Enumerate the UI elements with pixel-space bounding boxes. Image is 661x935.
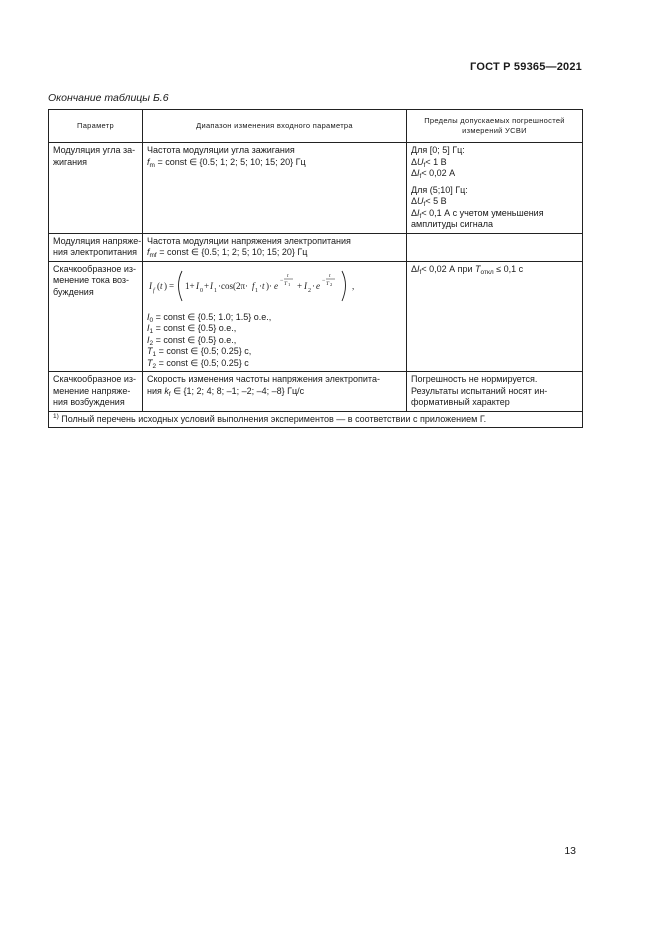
range-title: Частота модуляции напряжения электропитания: [147, 235, 351, 246]
param-line: Модуляция угла за-: [53, 145, 136, 155]
limits-voltage: $\Delta U_f< 5$ В: [411, 196, 447, 208]
value-line: $I_0$ = const ∈ {0.5; 1.0; 1.5} о.е.,: [147, 311, 272, 324]
svg-text:,: ,: [352, 281, 355, 291]
limits-note: Результаты испытаний носят ин-: [411, 385, 548, 396]
excitation-current-formula: [147, 264, 402, 307]
footnote-row: [49, 411, 583, 428]
svg-text:−: −: [322, 278, 326, 284]
range-cell: [143, 233, 407, 261]
value-line: $I_2$ = const ∈ {0.5} о.е.,: [147, 334, 237, 347]
svg-text:f: f: [153, 288, 155, 294]
param-line: буждения: [53, 286, 94, 297]
limits-current: $\Delta I_f< 0,1$ А с учетом уменьшения: [411, 207, 544, 220]
param-cell: [49, 233, 143, 261]
header-limits: Пределы допускаемых погрешностей измерений УСВИ: [407, 110, 583, 143]
limits-cell: [407, 233, 583, 261]
svg-text:·: ·: [312, 281, 315, 291]
svg-text:I: I: [149, 281, 152, 291]
svg-text:0: 0: [200, 288, 203, 294]
range-cell: [143, 372, 407, 412]
limits-range-title: Для (5;10] Гц:: [411, 184, 468, 195]
table-row: [49, 372, 583, 412]
limits-cell: [407, 372, 583, 412]
range-value: $f_m$ = const ∈ {0.5; 1; 2; 5; 10; 15; 20} Гц: [147, 156, 306, 169]
svg-text:t: t: [160, 281, 163, 291]
svg-text:1: 1: [255, 288, 258, 294]
param-line: Скачкообразное из-: [53, 374, 137, 384]
param-cell: [49, 143, 143, 234]
parameters-table: [48, 109, 583, 428]
table-caption: Окончание таблицы Б.6: [48, 92, 169, 104]
svg-text:T: T: [284, 281, 288, 287]
svg-text:1: 1: [288, 282, 291, 287]
limits-note: амплитуды сигнала: [411, 219, 494, 229]
svg-text:t: t: [287, 273, 289, 279]
limits-voltage: $\Delta U_f< 1$ В: [411, 156, 447, 169]
param-line: ния возбуждения: [53, 397, 125, 407]
svg-text:f: f: [252, 281, 255, 291]
svg-text:t: t: [329, 273, 331, 279]
page-number: 13: [564, 845, 576, 857]
limits-note: формативный характер: [411, 397, 510, 407]
limits-note: Погрешность не нормируется.: [411, 374, 538, 384]
param-cell: [49, 372, 143, 412]
svg-text:e: e: [316, 281, 320, 291]
svg-text:t: t: [262, 281, 265, 291]
param-line: Модуляция напряже-: [53, 235, 142, 246]
svg-text:I: I: [210, 281, 213, 291]
svg-text:1: 1: [214, 288, 217, 294]
header-range: Диапазон изменения входного параметра: [143, 110, 407, 143]
param-line: жигания: [53, 156, 88, 167]
svg-text:−: −: [280, 278, 284, 284]
table-header-row: [49, 110, 583, 143]
svg-text:(: (: [157, 281, 160, 291]
table-row: [49, 233, 583, 261]
svg-text:·cos(2π·: ·cos(2π·: [218, 281, 249, 291]
svg-text:): ): [164, 281, 167, 291]
limits-current: $\Delta I_f< 0,02$ А при $T_{откл} \le 0,1$ с: [411, 263, 524, 276]
range-title: Скорость изменения частоты напряжения электропита-: [147, 374, 380, 384]
svg-text:I: I: [304, 281, 307, 291]
param-line: менение напряже-: [53, 385, 131, 396]
svg-text:+: +: [204, 281, 210, 291]
svg-text:·: ·: [259, 281, 262, 291]
table-row: [49, 143, 583, 234]
range-cell: [143, 143, 407, 234]
value-line: $T_1$ = const ∈ {0.5; 0.25} с,: [147, 346, 252, 358]
range-cell: [143, 261, 407, 372]
value-line: $T_2$ = const ∈ {0.5; 0.25} с: [147, 357, 249, 370]
document-code: ГОСТ Р 59365—2021: [470, 61, 582, 73]
svg-text:I: I: [196, 281, 199, 291]
svg-text:2: 2: [308, 288, 311, 294]
footnote-mark: 1): [53, 412, 59, 420]
param-line: менение тока воз-: [53, 275, 130, 285]
param-line: Скачкообразное из-: [53, 263, 137, 274]
footnote: [49, 411, 583, 428]
limits-current: $\Delta I_f< 0,02$ А: [411, 168, 456, 180]
range-value: $f_{mf}$ = const ∈ {0.5; 1; 2; 5; 10; 15; 20} Гц: [147, 247, 308, 259]
table-row: [49, 261, 583, 372]
svg-text:2: 2: [330, 282, 333, 287]
footnote-text: Полный перечень исходных условий выполнения экспериментов — в соответствии с приложением Г.: [58, 413, 487, 424]
svg-text:1+: 1+: [185, 281, 195, 291]
param-line: ния электропитания: [53, 247, 137, 257]
limits-cell: [407, 143, 583, 234]
range-title: Частота модуляции угла зажигания: [147, 145, 295, 155]
limits-cell: [407, 261, 583, 372]
svg-text:)·: )·: [266, 281, 272, 291]
svg-text:+: +: [297, 281, 303, 291]
range-value: ния $k_f$ ∈ {1; 2; 4; 8; –1; –2; –4; –8} Гц/с: [147, 385, 305, 398]
svg-text:e: e: [274, 281, 278, 291]
svg-text:T: T: [326, 281, 330, 287]
svg-text:=: =: [169, 281, 175, 291]
value-line: $I_1$ = const ∈ {0.5} о.е.,: [147, 323, 237, 335]
param-cell: [49, 261, 143, 372]
header-parameter: Параметр: [49, 110, 143, 143]
limits-range-title: Для [0; 5] Гц:: [411, 145, 465, 155]
